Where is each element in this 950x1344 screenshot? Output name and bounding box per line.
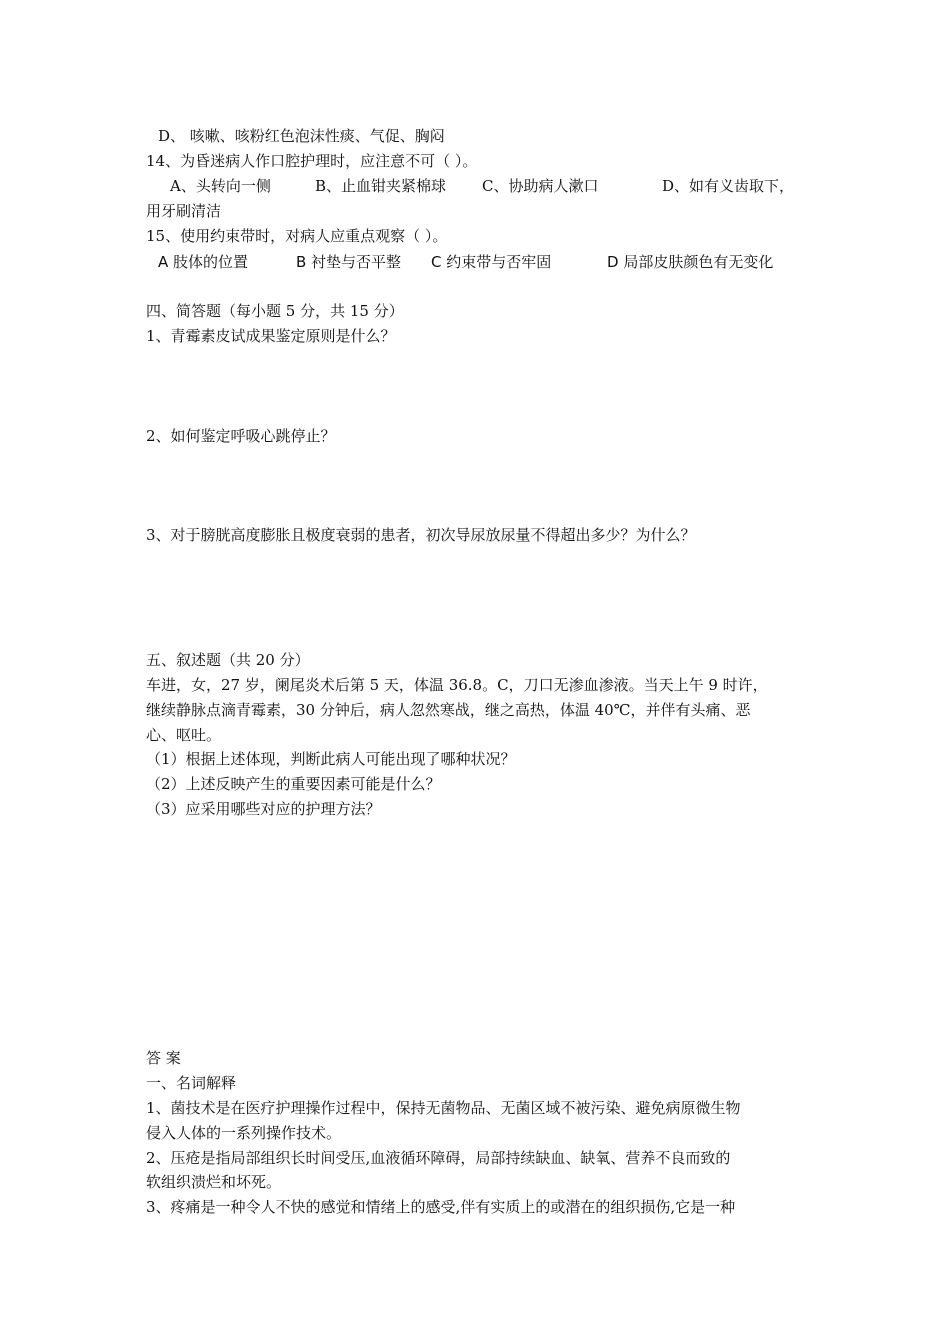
section5-question-2: （2）上述反映产生的重要因素可能是什么？ bbox=[146, 775, 441, 793]
answer-line-5: 3、疼痛是一种令人不快的感觉和情绪上的感受,伴有实质上的或潜在的组织损伤,它是一种 bbox=[146, 1198, 736, 1216]
answer-line-2: 侵入人体的一系列操作技术。 bbox=[146, 1124, 342, 1142]
section5-question-1: （1）根据上述体现，判断此病人可能出现了哪种状况？ bbox=[146, 750, 516, 768]
q15-option-b: B 衬垫与否平整 bbox=[296, 253, 402, 271]
q15-option-d: D 局部皮肤颜色有无变化 bbox=[607, 253, 774, 271]
section5-case-line-3: 心、呕吐。 bbox=[146, 726, 222, 744]
section4-title: 四、简答题（每小题 5 分，共 15 分） bbox=[146, 302, 404, 320]
answer-line-4: 软组织溃烂和坏死。 bbox=[146, 1173, 282, 1191]
q13-option-d: D、 咳嗽、咳粉红色泡沫性痰、气促、胸闷 bbox=[158, 127, 445, 145]
q15-option-a: A 肢体的位置 bbox=[158, 253, 249, 271]
section5-case-line-1: 车进，女，27 岁，阑尾炎术后第 5 天，体温 36.8。C，刀口无渗血渗液。当天上午 9 时许， bbox=[146, 676, 768, 694]
q14-option-a: A、头转向一侧 bbox=[170, 177, 271, 195]
answers-section1-title: 一、名词解释 bbox=[146, 1074, 237, 1092]
q15-stem: 15、使用约束带时，对病人应重点观察（ ）。 bbox=[146, 227, 448, 245]
answer-line-1: 1、菌技术是在医疗护理操作过程中，保持无菌物品、无菌区域不被污染、避免病原微生物 bbox=[146, 1099, 741, 1117]
q15-option-c: C 约束带与否牢固 bbox=[431, 253, 552, 271]
q14-stem: 14、为昏迷病人作口腔护理时，应注意不可（ ）。 bbox=[146, 152, 478, 170]
q14-continuation: 用牙刷清洁 bbox=[146, 202, 222, 220]
section5-title: 五、叙述题（共 20 分） bbox=[146, 651, 310, 669]
answers-title: 答 案 bbox=[146, 1049, 181, 1067]
section4-question-2: 2、如何鉴定呼吸心跳停止？ bbox=[146, 427, 336, 445]
q14-option-c: C、协助病人漱口 bbox=[482, 177, 599, 195]
q14-option-b: B、止血钳夹紧棉球 bbox=[315, 177, 447, 195]
section4-question-1: 1、青霉素皮试成果鉴定原则是什么？ bbox=[146, 327, 396, 345]
answer-line-3: 2、压疮是指局部组织长时间受压,血液循环障碍，局部持续缺血、缺氧、营养不良而致的 bbox=[146, 1149, 731, 1167]
q14-option-d: D、如有义齿取下， bbox=[662, 177, 795, 195]
section5-case-line-2: 继续静脉点滴青霉素，30 分钟后，病人忽然寒战，继之高热，体温 40℃，并伴有头痛、恶 bbox=[146, 701, 751, 719]
section5-question-3: （3）应采用哪些对应的护理方法？ bbox=[146, 800, 381, 818]
section4-question-3: 3、对于膀胱高度膨胀且极度衰弱的患者，初次导尿放尿量不得超出多少？为什么？ bbox=[146, 526, 696, 544]
